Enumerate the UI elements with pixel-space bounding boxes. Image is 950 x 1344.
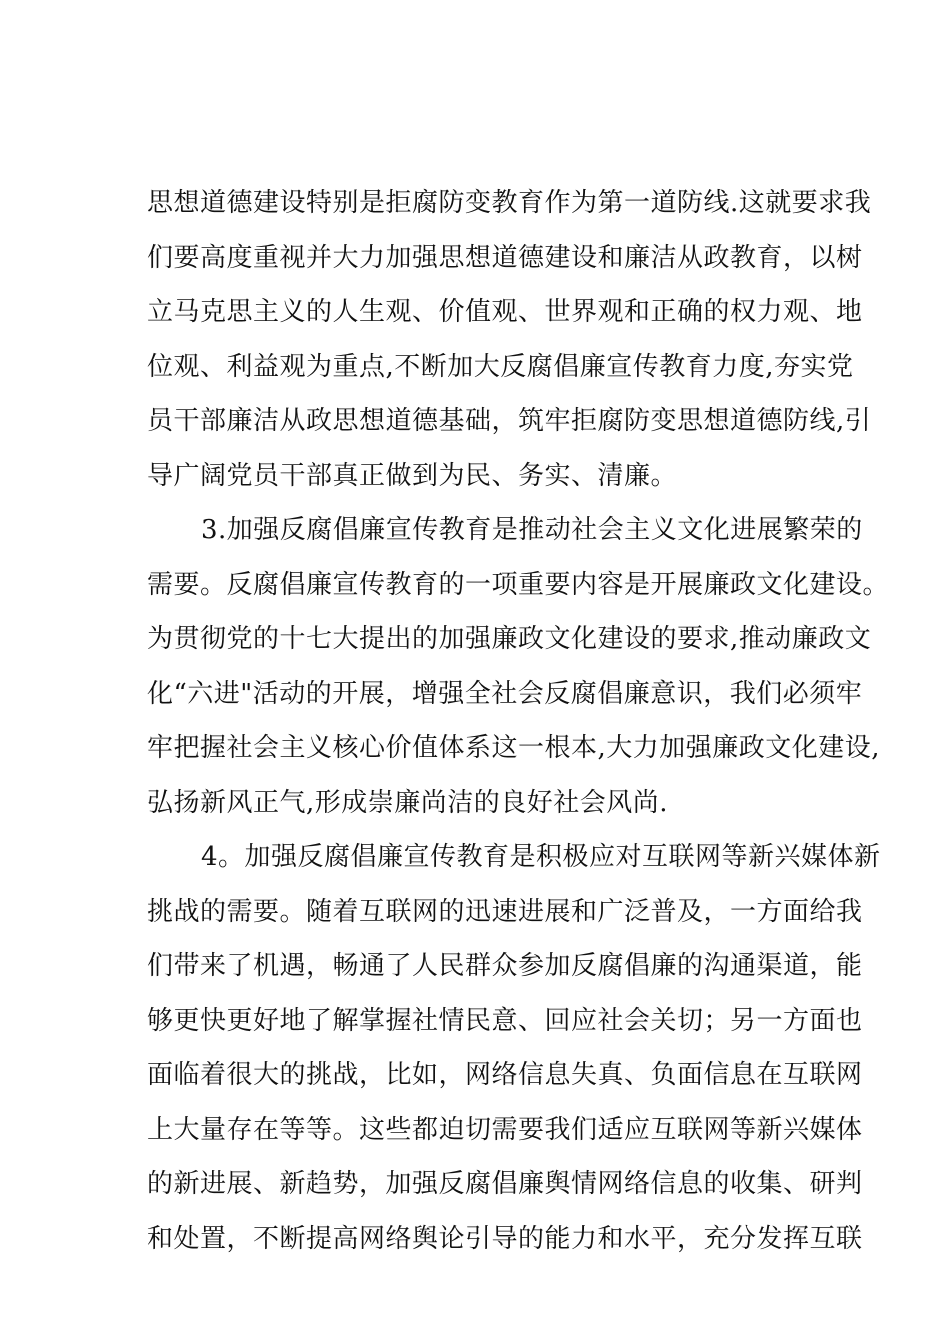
text-line-14: 挑战的需要。随着互联网的迅速进展和广泛普及，一方面给我 [147,897,863,927]
text-line-20: 和处置，不断提高网络舆论引导的能力和水平，充分发挥互联 [147,1224,863,1254]
text-line-6: 导广阔党员干部真正做到为民、务实、清廉。 [147,461,678,491]
text-line-13: 4。加强反腐倡廉宣传教育是积极应对互联网等新兴媒体新 [201,842,881,872]
text-line-5: 员干部廉洁从政思想道德基础，筑牢拒腐防变思想道德防线,引 [147,406,872,436]
text-line-2: 们要高度重视并大力加强思想道德建设和廉洁从政教育，以树 [147,243,863,273]
text-line-4: 位观、利益观为重点,不断加大反腐倡廉宣传教育力度,夯实党 [147,352,854,382]
text-line-9: 为贯彻党的十七大提出的加强廉政文化建设的要求,推动廉政文 [147,624,872,654]
text-line-19: 的新进展、新趋势，加强反腐倡廉舆情网络信息的收集、研判 [147,1169,863,1199]
text-line-16: 够更快更好地了解掌握社情民意、回应社会关切；另一方面也 [147,1006,863,1036]
text-line-10: 化“六进"活动的开展，增强全社会反腐倡廉意识，我们必须牢 [147,679,863,709]
text-line-11: 牢把握社会主义核心价值体系这一根本,大力加强廉政文化建设, [147,733,881,763]
text-line-12: 弘扬新风正气,形成崇廉尚洁的良好社会风尚. [147,788,669,818]
text-line-3: 立马克思主义的人生观、价值观、世界观和正确的权力观、地 [147,297,863,327]
text-line-1: 思想道德建设特别是拒腐防变教育作为第一道防线.这就要求我 [147,188,872,218]
text-line-18: 上大量存在等等。这些都迫切需要我们适应互联网等新兴媒体 [147,1115,863,1145]
text-line-8: 需要。反腐倡廉宣传教育的一项重要内容是开展廉政文化建设。 [147,570,890,600]
text-line-17: 面临着很大的挑战，比如，网络信息失真、负面信息在互联网 [147,1060,863,1090]
text-line-15: 们带来了机遇，畅通了人民群众参加反腐倡廉的沟通渠道，能 [147,951,863,981]
text-line-7: 3.加强反腐倡廉宣传教育是推动社会主义文化进展繁荣的 [201,515,863,545]
